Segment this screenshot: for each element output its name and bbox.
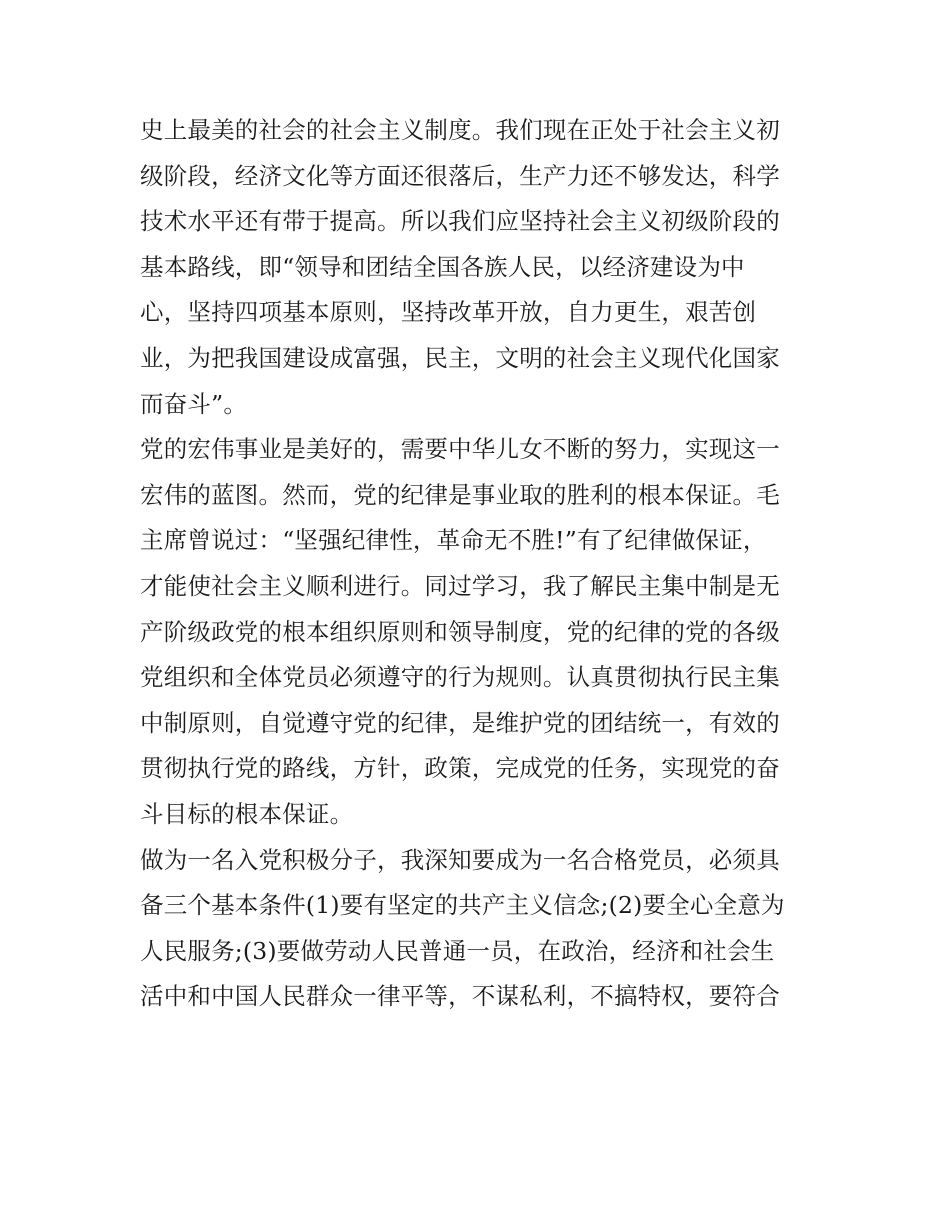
- text-line: 宏伟的蓝图。然而，党的纪律是事业取的胜利的根本保证。毛: [140, 480, 780, 509]
- text-line: 级阶段，经济文化等方面还很落后，生产力还不够发达，科学: [140, 161, 780, 190]
- text-line: 人民服务;(3)要做劳动人民普通一员，在政治，经济和社会生: [140, 936, 775, 965]
- text-line: 党组织和全体党员必须遵守的行为规则。认真贯彻执行民主集: [140, 663, 780, 692]
- text-line: 活中和中国人民群众一律平等，不谋私利，不搞特权，要符合: [140, 982, 780, 1011]
- text-line: 产阶级政党的根本组织原则和领导制度，党的纪律的党的各级: [140, 617, 780, 646]
- text-line: 基本路线，即“领导和团结全国各族人民，以经济建设为中: [140, 252, 745, 281]
- text-line: 贯彻执行党的路线，方针，政策，完成党的任务，实现党的奋: [140, 754, 780, 783]
- text-line: 备三个基本条件(1)要有坚定的共产主义信念;(2)要全心全意为: [140, 891, 785, 920]
- text-line: 业，为把我国建设成富强，民主，文明的社会主义现代化国家: [140, 343, 780, 372]
- text-line: 才能使社会主义顺利进行。同过学习，我了解民主集中制是无: [140, 571, 780, 600]
- text-line: 斗目标的根本保证。: [140, 799, 354, 828]
- text-line: 史上最美的社会的社会主义制度。我们现在正处于社会主义初: [140, 116, 780, 144]
- text-line: 做为一名入党积极分子，我深知要成为一名合格党员，必须具: [140, 845, 780, 874]
- text-line: 党的宏伟事业是美好的，需要中华儿女不断的努力，实现这一: [140, 435, 780, 464]
- text-line: 而奋斗”。: [140, 389, 248, 418]
- text-line: 技术水平还有带于提高。所以我们应坚持社会主义初级阶段的: [140, 207, 780, 236]
- text-line: 中制原则，自觉遵守党的纪律，是维护党的团结统一，有效的: [140, 708, 780, 737]
- text-line: 主席曾说过：“坚强纪律性，革命无不胜!”有了纪律做保证，: [140, 526, 767, 555]
- text-line: 心，坚持四项基本原则，坚持改革开放，自力更生，艰苦创: [140, 298, 757, 327]
- document-body: [140, 108, 820, 1020]
